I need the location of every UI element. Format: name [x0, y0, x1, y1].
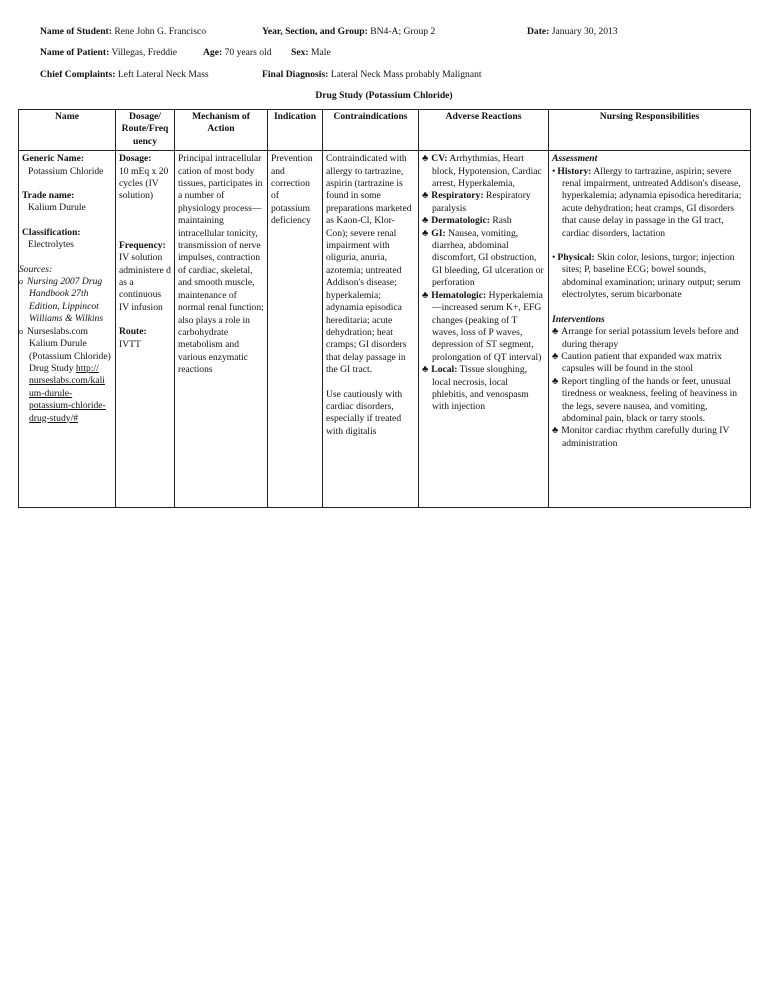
dosage-value: 10 mEq x 20 cycles (IV solution) — [119, 165, 169, 202]
assessment-label: Assessment — [552, 153, 598, 165]
frequency-label: Frequency: — [119, 239, 166, 251]
source-2-link[interactable]: http:// nurseslabs.com/kali um-durule-potassium-chloride-drug-study/# — [29, 362, 106, 424]
adverse-hematologic: ♣ Hematologic: Hyperkalemia—increased serum K+, EFG changes (peaking of T waves, loss of P waves, depression of ST segment, prolongation of QT interval) — [422, 290, 545, 364]
interventions-label: Interventions — [552, 313, 605, 325]
trade-name: Kalium Durule — [28, 202, 86, 214]
patient-name: Name of Patient: Villegas, Freddie — [40, 47, 177, 58]
frequency-value: IV solution administere d as a continuous IV infusion — [119, 252, 171, 313]
col-header-adverse: Adverse Reactions — [419, 110, 549, 151]
chief-complaint: Chief Complaints: Left Lateral Neck Mass — [40, 69, 209, 80]
intervention-1: ♣ Arrange for serial potassium levels before and during therapy — [552, 326, 747, 351]
nursing-cell — [549, 151, 751, 508]
indication-cell: Prevention and correction of potassium deficiency — [268, 151, 323, 508]
col-header-dosage: Dosage/ Route/Freq uency — [116, 110, 175, 151]
contra-paragraph-2: Use cautiously with cardiac disorders, especially if treated with digitalis — [326, 388, 403, 437]
col-header-contraindications: Contraindications — [323, 110, 419, 151]
class-label: Classification: — [22, 226, 81, 238]
generic-label: Generic Name: — [22, 153, 85, 165]
col-header-nursing: Nursing Responsibilities — [549, 110, 751, 151]
date: Date: January 30, 2013 — [527, 26, 618, 37]
history-item: • History: Allergy to tartrazine, aspirin; severe renal impairment, untreated Addison's disease, hyperkalemia; adynamia episodica hereditaria; acute dehydration; heat cramps, GI disorders that cause delay in passage in the GI tract, cardiac disorders, lactation — [552, 166, 747, 240]
physical-item: • Physical: Skin color, lesions, turgor; injection sites; P, baseline ECG; bowel sounds, abdominal examination; urinary output; serum electrolytes, serum bicarbonate — [552, 252, 747, 302]
intervention-2: ♣ Caution patient that expanded wax matrix capsules will be found in the stool — [552, 351, 747, 376]
col-header-name: Name — [19, 110, 116, 151]
contraindications-cell — [323, 151, 419, 508]
intervention-4: ♣ Monitor cardiac rhythm carefully during IV administration — [552, 425, 747, 450]
dosage-cell — [116, 151, 175, 508]
classification: Electrolytes — [28, 239, 74, 251]
contra-paragraph-1: Contraindicated with allergy to tartrazine, aspirin (tartrazine is found in some preparations marketed as Kaon-Cl, Klor-Con); severe renal impairment with oliguria, anuria, azotemia; untreated Addison's disease; hyperkalemia; adynamia episodica hereditaria; acute dehydration; heat cramps; GI disorders that delay passage in the GI tract. — [326, 153, 412, 376]
student-name: Name of Student: Rene John G. Francisco — [40, 26, 207, 37]
adverse-cell — [419, 151, 549, 508]
adverse-respiratory: ♣ Respiratory: Respiratory paralysis — [422, 190, 545, 215]
final-diagnosis: Final Diagnosis: Lateral Neck Mass probably Malignant — [262, 69, 482, 80]
route-value: IVTT — [119, 338, 141, 350]
adverse-cv: ♣ CV: Arrhythmias, Heart block, Hypotension, Cardiac arrest, Hyperkalemia, — [422, 153, 545, 190]
col-header-mechanism: Mechanism of Action — [175, 110, 268, 151]
generic-name: Potassium Chloride — [28, 165, 104, 177]
document-title: Drug Study (Potassium Chloride) — [315, 90, 453, 101]
source-2: o Nurseslabs.com Kalium Durule (Potassium Chloride) Drug Study http:// nurseslabs.com/kali um-durule-potassium-chloride-drug-study/# — [19, 326, 112, 425]
sources-label: Sources: — [19, 263, 53, 275]
col-header-indication: Indication — [268, 110, 323, 151]
source-1: o Nursing 2007 Drug Handbook 27th Edition, Lippincot Williams & Wilkins — [19, 276, 112, 326]
adverse-local: ♣ Local: Tissue sloughing, local necrosis, local phlebitis, and venospasm with injection — [422, 364, 545, 414]
table-header-row — [19, 110, 751, 151]
drug-study-table — [18, 109, 751, 508]
mechanism-cell: Principal intracellular cation of most body tissues, participates in a number of physiology process—maintaining intracellular tonicity, transmission of nerve impulses, contraction of cardiac, skeletal, and smooth muscle, maintenance of normal renal function; also plays a role in carbohydrate metabolism and various enzymatic reactions — [175, 151, 268, 508]
name-cell — [19, 151, 116, 508]
adverse-dermatologic: ♣ Dermatologic: Rash — [422, 215, 545, 227]
intervention-3: ♣ Report tingling of the hands or feet, unusual tiredness or weakness, feeling of heaviness in the legs, severe nausea, and vomiting, abdominal pain, black or tarry stools. — [552, 376, 747, 426]
route-label: Route: — [119, 326, 147, 338]
year-section-group: Year, Section, and Group: BN4-A; Group 2 — [262, 26, 436, 37]
adverse-gi: ♣ GI: Nausea, vomiting, diarrhea, abdominal discomfort, GI obstruction, GI bleeding, GI ulceration or perforation — [422, 228, 545, 290]
trade-label: Trade name: — [22, 190, 75, 202]
patient-sex: Sex: Male — [291, 47, 331, 58]
dosage-label: Dosage: — [119, 153, 152, 165]
table-row — [19, 151, 751, 508]
patient-age: Age: 70 years old — [203, 47, 272, 58]
